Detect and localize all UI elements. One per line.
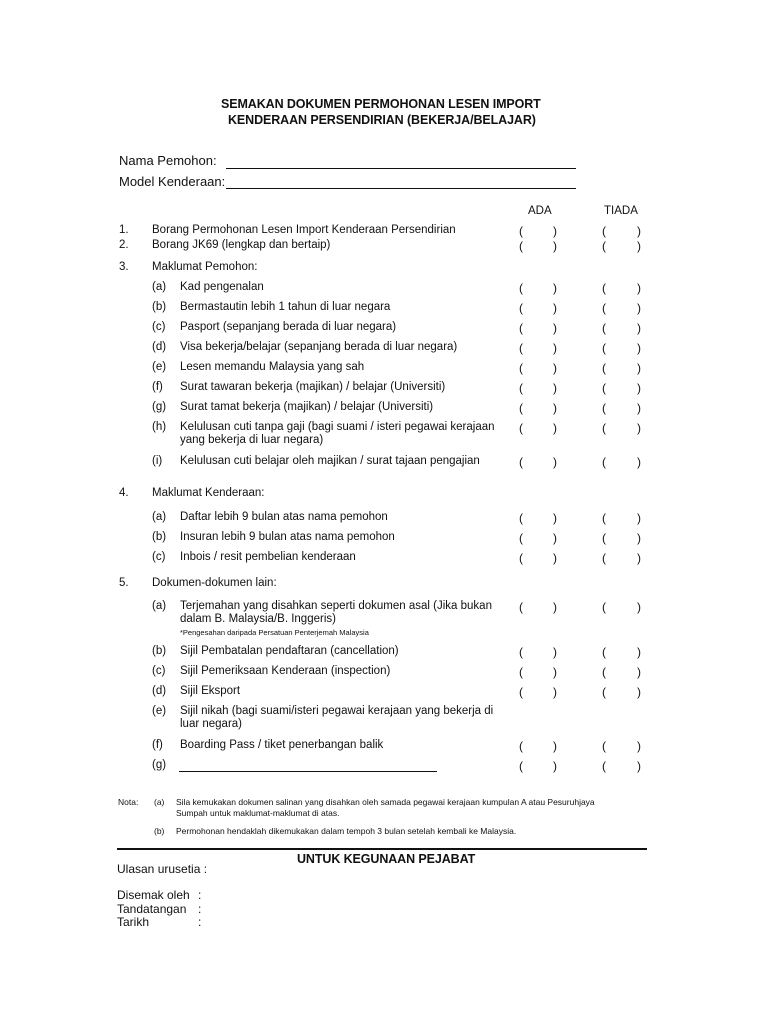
item-2-text: Borang JK69 (lengkap dan bertaip)	[152, 239, 331, 251]
checkbox-tiada-5b[interactable]	[602, 645, 643, 660]
item-5a-text-continued: dalam B. Malaysia/B. Inggeris)	[180, 613, 336, 625]
item-5g-letter: (g)	[152, 759, 167, 771]
office-section-divider	[117, 848, 647, 850]
item-3g-letter: (g)	[152, 401, 167, 413]
bracket-open: (	[519, 281, 523, 295]
bracket-open: (	[519, 239, 523, 253]
item-3g-text: Surat tamat bekerja (majikan) / belajar (Universiti)	[180, 401, 434, 413]
item-5-text: Dokumen-dokumen lain:	[152, 577, 277, 589]
bracket-open: (	[602, 361, 606, 375]
checkbox-tiada-3d[interactable]	[602, 341, 643, 356]
item-5b-text: Sijil Pembatalan pendaftaran (cancellation)	[180, 645, 399, 657]
bracket-close: )	[637, 600, 641, 614]
disemak-colon: :	[198, 888, 202, 902]
item-4a-letter: (a)	[152, 511, 167, 523]
bracket-close: )	[553, 455, 557, 469]
bracket-close: )	[637, 739, 641, 753]
bracket-close: )	[553, 551, 557, 565]
bracket-open: (	[519, 531, 523, 545]
disemak-label: Disemak oleh	[117, 888, 190, 902]
item-3i-letter: (i)	[152, 455, 163, 467]
checkbox-ada-5g[interactable]	[519, 759, 559, 774]
tandatangan-label: Tandatangan	[117, 902, 187, 916]
checkbox-tiada-3f[interactable]	[602, 381, 643, 396]
bracket-close: )	[637, 381, 641, 395]
column-header-ada: ADA	[528, 205, 552, 217]
bracket-close: )	[637, 645, 641, 659]
checkbox-ada-3i[interactable]	[519, 455, 559, 470]
bracket-open: (	[602, 739, 606, 753]
bracket-open: (	[519, 665, 523, 679]
item-3c-text: Pasport (sepanjang berada di luar negara)	[180, 321, 397, 333]
doc-title-line1: SEMAKAN DOKUMEN PERMOHONAN LESEN IMPORT	[221, 97, 541, 111]
item-3d-text: Visa bekerja/belajar (sepanjang berada di luar negara)	[180, 341, 458, 353]
checkbox-tiada-3c[interactable]	[602, 321, 643, 336]
item-5f-text: Boarding Pass / tiket penerbangan balik	[180, 739, 384, 751]
nota-label: Nota:	[118, 797, 139, 807]
item-5c-letter: (c)	[152, 665, 166, 677]
bracket-close: )	[553, 739, 557, 753]
item-3c-letter: (c)	[152, 321, 166, 333]
bracket-close: )	[637, 511, 641, 525]
bracket-open: (	[602, 421, 606, 435]
nota-b-text: Permohonan hendaklah dikemukakan dalam tempoh 3 bulan setelah kembali ke Malaysia.	[176, 826, 517, 836]
item-5d-text: Sijil Eksport	[180, 685, 241, 697]
item-4a-text: Daftar lebih 9 bulan atas nama pemohon	[180, 511, 388, 523]
bracket-close: )	[637, 455, 641, 469]
bracket-open: (	[519, 455, 523, 469]
bracket-close: )	[637, 665, 641, 679]
bracket-open: (	[519, 361, 523, 375]
checkbox-ada-4c[interactable]	[519, 551, 559, 566]
bracket-close: )	[637, 321, 641, 335]
bracket-open: (	[602, 224, 606, 238]
bracket-open: (	[602, 511, 606, 525]
item-3e-letter: (e)	[152, 361, 167, 373]
checkbox-tiada-3e[interactable]	[602, 361, 643, 376]
bracket-open: (	[602, 341, 606, 355]
bracket-close: )	[637, 361, 641, 375]
bracket-close: )	[637, 759, 641, 773]
checkbox-ada-3c[interactable]	[519, 321, 559, 336]
checkbox-ada-3a[interactable]	[519, 281, 559, 296]
checkbox-tiada-4b[interactable]	[602, 531, 643, 546]
item-3-number: 3.	[119, 261, 129, 273]
bracket-close: )	[553, 239, 557, 253]
bracket-close: )	[637, 401, 641, 415]
bracket-open: (	[519, 301, 523, 315]
item-3e-text: Lesen memandu Malaysia yang sah	[180, 361, 365, 373]
bracket-close: )	[553, 401, 557, 415]
item-3h-text: Kelulusan cuti tanpa gaji (bagi suami / isteri pegawai kerajaan	[180, 421, 495, 433]
item-5g-blank-line[interactable]	[179, 771, 437, 772]
bracket-open: (	[602, 531, 606, 545]
checkbox-ada-5f[interactable]	[519, 739, 559, 754]
item-3f-letter: (f)	[152, 381, 163, 393]
bracket-open: (	[519, 421, 523, 435]
nota-a-text-continued: Sumpah untuk maklumat-maklumat di atas.	[176, 808, 340, 818]
bracket-close: )	[553, 511, 557, 525]
checkbox-tiada-4c[interactable]	[602, 551, 643, 566]
item-5b-letter: (b)	[152, 645, 167, 657]
bracket-open: (	[602, 759, 606, 773]
checkbox-tiada-5a[interactable]	[602, 600, 643, 615]
bracket-open: (	[519, 321, 523, 335]
tarikh-label: Tarikh	[117, 915, 150, 929]
bracket-open: (	[602, 321, 606, 335]
bracket-close: )	[553, 531, 557, 545]
bracket-open: (	[602, 665, 606, 679]
doc-title-line2: KENDERAAN PERSENDIRIAN (BEKERJA/BELAJAR)	[228, 113, 536, 127]
bracket-open: (	[602, 645, 606, 659]
bracket-open: (	[519, 645, 523, 659]
item-3i-text: Kelulusan cuti belajar oleh majikan / surat tajaan pengajian	[180, 455, 480, 467]
item-5a-letter: (a)	[152, 600, 167, 612]
item-3a-text: Kad pengenalan	[180, 281, 264, 293]
item-2-number: 2.	[119, 239, 129, 251]
checkbox-tiada-2[interactable]	[602, 239, 643, 254]
bracket-close: )	[553, 321, 557, 335]
checkbox-ada-4b[interactable]	[519, 531, 559, 546]
item-4-number: 4.	[119, 487, 129, 499]
item-5d-letter: (d)	[152, 685, 167, 697]
item-3h-letter: (h)	[152, 421, 167, 433]
checkbox-tiada-5d[interactable]	[602, 685, 643, 700]
vehicle-model-field[interactable]	[226, 188, 576, 189]
checkbox-ada-3f[interactable]	[519, 381, 559, 396]
office-section-title: UNTUK KEGUNAAN PEJABAT	[297, 852, 476, 866]
item-3b-letter: (b)	[152, 301, 167, 313]
bracket-close: )	[553, 381, 557, 395]
item-1-text: Borang Permohonan Lesen Import Kenderaan Persendirian	[152, 224, 456, 236]
checkbox-ada-5d[interactable]	[519, 685, 559, 700]
bracket-close: )	[637, 531, 641, 545]
bracket-open: (	[602, 551, 606, 565]
item-5f-letter: (f)	[152, 739, 163, 751]
item-5c-text: Sijil Pemeriksaan Kenderaan (inspection)	[180, 665, 391, 677]
item-3d-letter: (d)	[152, 341, 167, 353]
item-3f-text: Surat tawaran bekerja (majikan) / belajar (Universiti)	[180, 381, 446, 393]
bracket-open: (	[602, 281, 606, 295]
checkbox-ada-5b[interactable]	[519, 645, 559, 660]
item-5a-text: Terjemahan yang disahkan seperti dokumen asal (Jika bukan	[180, 600, 492, 612]
item-4-text: Maklumat Kenderaan:	[152, 487, 265, 499]
bracket-open: (	[602, 455, 606, 469]
nota-a-text: Sila kemukakan dokumen salinan yang disahkan oleh samada pegawai kerajaan kumpulan A atau Pesuruhjaya	[176, 797, 595, 807]
bracket-close: )	[637, 301, 641, 315]
bracket-open: (	[519, 739, 523, 753]
checkbox-ada-2[interactable]	[519, 239, 559, 254]
item-3b-text: Bermastautin lebih 1 tahun di luar negara	[180, 301, 391, 313]
bracket-close: )	[637, 224, 641, 238]
tandatangan-colon: :	[198, 902, 202, 916]
bracket-close: )	[637, 281, 641, 295]
bracket-close: )	[553, 301, 557, 315]
bracket-open: (	[519, 759, 523, 773]
applicant-name-label: Nama Pemohon:	[119, 153, 217, 168]
bracket-open: (	[602, 685, 606, 699]
bracket-close: )	[637, 239, 641, 253]
bracket-open: (	[519, 401, 523, 415]
item-3h-text-continued: yang bekerja di luar negara)	[180, 434, 324, 446]
bracket-open: (	[519, 341, 523, 355]
vehicle-model-label: Model Kenderaan:	[119, 174, 226, 189]
bracket-open: (	[519, 600, 523, 614]
item-1-number: 1.	[119, 224, 129, 236]
bracket-close: )	[637, 421, 641, 435]
checkbox-ada-1[interactable]	[519, 224, 559, 239]
bracket-close: )	[637, 685, 641, 699]
checkbox-tiada-3g[interactable]	[602, 401, 643, 416]
bracket-close: )	[553, 685, 557, 699]
bracket-close: )	[637, 551, 641, 565]
bracket-open: (	[602, 239, 606, 253]
checkbox-ada-4a[interactable]	[519, 511, 559, 526]
checkbox-tiada-4a[interactable]	[602, 511, 643, 526]
nota-a-letter: (a)	[154, 797, 165, 807]
checkbox-ada-3e[interactable]	[519, 361, 559, 376]
bracket-close: )	[553, 759, 557, 773]
item-4c-letter: (c)	[152, 551, 166, 563]
bracket-open: (	[519, 224, 523, 238]
checkbox-tiada-3b[interactable]	[602, 301, 643, 316]
bracket-open: (	[519, 381, 523, 395]
tarikh-colon: :	[198, 915, 202, 929]
checkbox-ada-3d[interactable]	[519, 341, 559, 356]
item-4b-text: Insuran lebih 9 bulan atas nama pemohon	[180, 531, 395, 543]
bracket-open: (	[602, 401, 606, 415]
item-4b-letter: (b)	[152, 531, 167, 543]
bracket-open: (	[602, 301, 606, 315]
checkbox-tiada-3a[interactable]	[602, 281, 643, 296]
nota-b-letter: (b)	[154, 826, 165, 836]
checkbox-ada-3h[interactable]	[519, 421, 559, 436]
column-header-tiada: TIADA	[604, 205, 638, 217]
checkbox-ada-3b[interactable]	[519, 301, 559, 316]
checkbox-tiada-5c[interactable]	[602, 665, 643, 680]
checkbox-tiada-5g[interactable]	[602, 759, 643, 774]
bracket-close: )	[553, 665, 557, 679]
bracket-close: )	[553, 361, 557, 375]
checkbox-tiada-5f[interactable]	[602, 739, 643, 754]
bracket-close: )	[553, 281, 557, 295]
checkbox-tiada-1[interactable]	[602, 224, 643, 239]
bracket-open: (	[602, 381, 606, 395]
bracket-close: )	[553, 421, 557, 435]
bracket-open: (	[519, 551, 523, 565]
checkbox-ada-5a[interactable]	[519, 600, 559, 615]
item-4c-text: Inbois / resit pembelian kenderaan	[180, 551, 356, 563]
item-3a-letter: (a)	[152, 281, 167, 293]
applicant-name-field[interactable]	[226, 168, 576, 169]
ulasan-label: Ulasan urusetia :	[117, 862, 208, 876]
bracket-close: )	[553, 600, 557, 614]
item-5e-text-continued: luar negara)	[180, 718, 243, 730]
bracket-close: )	[553, 645, 557, 659]
item-3-text: Maklumat Pemohon:	[152, 261, 258, 273]
item-5e-text: Sijil nikah (bagi suami/isteri pegawai kerajaan yang bekerja di	[180, 705, 494, 717]
checkbox-tiada-3i[interactable]	[602, 455, 643, 470]
bracket-open: (	[519, 685, 523, 699]
bracket-close: )	[553, 341, 557, 355]
checkbox-ada-5c[interactable]	[519, 665, 559, 680]
item-5-number: 5.	[119, 577, 129, 589]
checkbox-tiada-3h[interactable]	[602, 421, 643, 436]
bracket-close: )	[553, 224, 557, 238]
checkbox-ada-3g[interactable]	[519, 401, 559, 416]
item-5a-footnote: *Pengesahan daripada Persatuan Penterjemah Malaysia	[180, 628, 369, 637]
bracket-open: (	[602, 600, 606, 614]
bracket-open: (	[519, 511, 523, 525]
bracket-close: )	[637, 341, 641, 355]
item-5e-letter: (e)	[152, 705, 167, 717]
